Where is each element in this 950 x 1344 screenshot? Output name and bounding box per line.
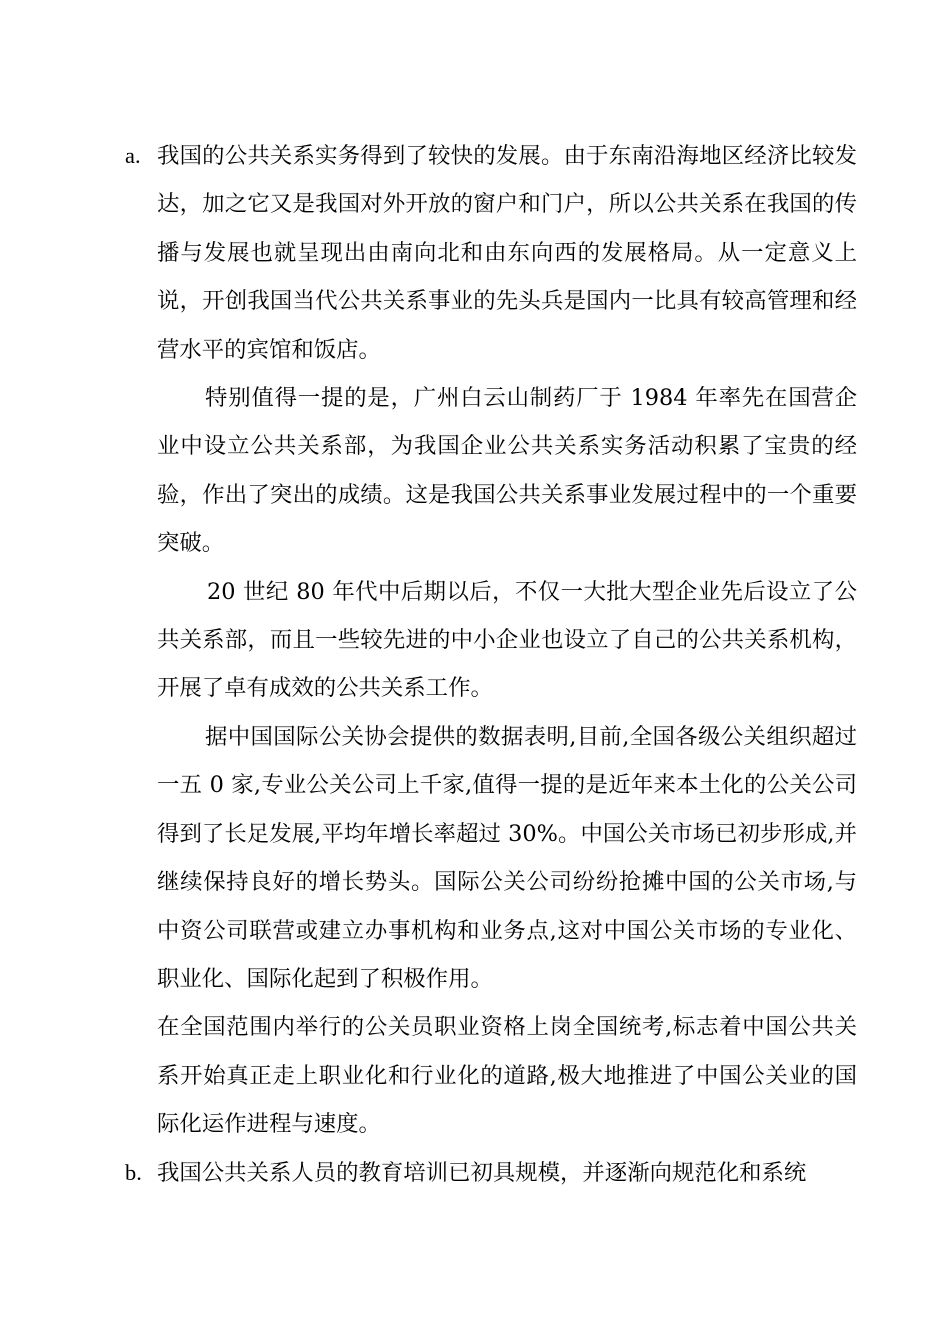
- paragraph-b-text: 我国公共关系人员的教育培训已初具规模，并逐渐向规范化和系统: [157, 1159, 807, 1186]
- paragraph-a: [125, 132, 857, 374]
- paragraph-national-exam: 在全国范围内举行的公关员职业资格上岗全国统考,标志着中国公共关系开始真正走上职业化和行业化的道路,极大地推进了中国公关业的国际化运作进程与速度。: [157, 1014, 857, 1138]
- list-marker-b: b.: [125, 1159, 142, 1185]
- paragraph-baiyunshan: 特别值得一提的是，广州白云山制药厂于 1984 年率先在国营企业中设立公共关系部，为我国企业公共关系实务活动积累了宝贵的经验，作出了突出的成绩。这是我国公共关系事业发展过程中的一个重要突破。: [157, 385, 857, 557]
- paragraph-a-text: 我国的公共关系实务得到了较快的发展。由于东南沿海地区经济比较发达，加之它又是我国对外开放的窗户和门户，所以公共关系在我国的传播与发展也就呈现出由南向北和由东向西的发展格局。从一定意义上说，开创我国当代公共关系事业的先头兵是国内一比具有较高管理和经营水平的宾馆和饭店。: [157, 143, 857, 363]
- paragraph-1980s: 20 世纪 80 年代中后期以后，不仅一大批大型企业先后设立了公共关系部，而且一些较先进的中小企业也设立了自己的公共关系机构，开展了卓有成效的公共关系工作。: [157, 578, 857, 702]
- document-body: [125, 132, 857, 1197]
- list-marker-a: a.: [125, 143, 141, 168]
- paragraph-association-data: 据中国国际公关协会提供的数据表明,目前,全国各级公关组织超过一五 0 家,专业公关公司上千家,值得一提的是近年来本土化的公关公司得到了长足发展,平均年增长率超过 30%。中国公关市场已初步形成,并继续保持良好的增长势头。国际公关公司纷纷抢摊中国的公关市场,与中资公司联营或建立办事机构和业务点,这对中国公关市场的专业化、职业化、国际化起到了积极作用。: [157, 723, 857, 992]
- paragraph-b: [125, 1149, 857, 1197]
